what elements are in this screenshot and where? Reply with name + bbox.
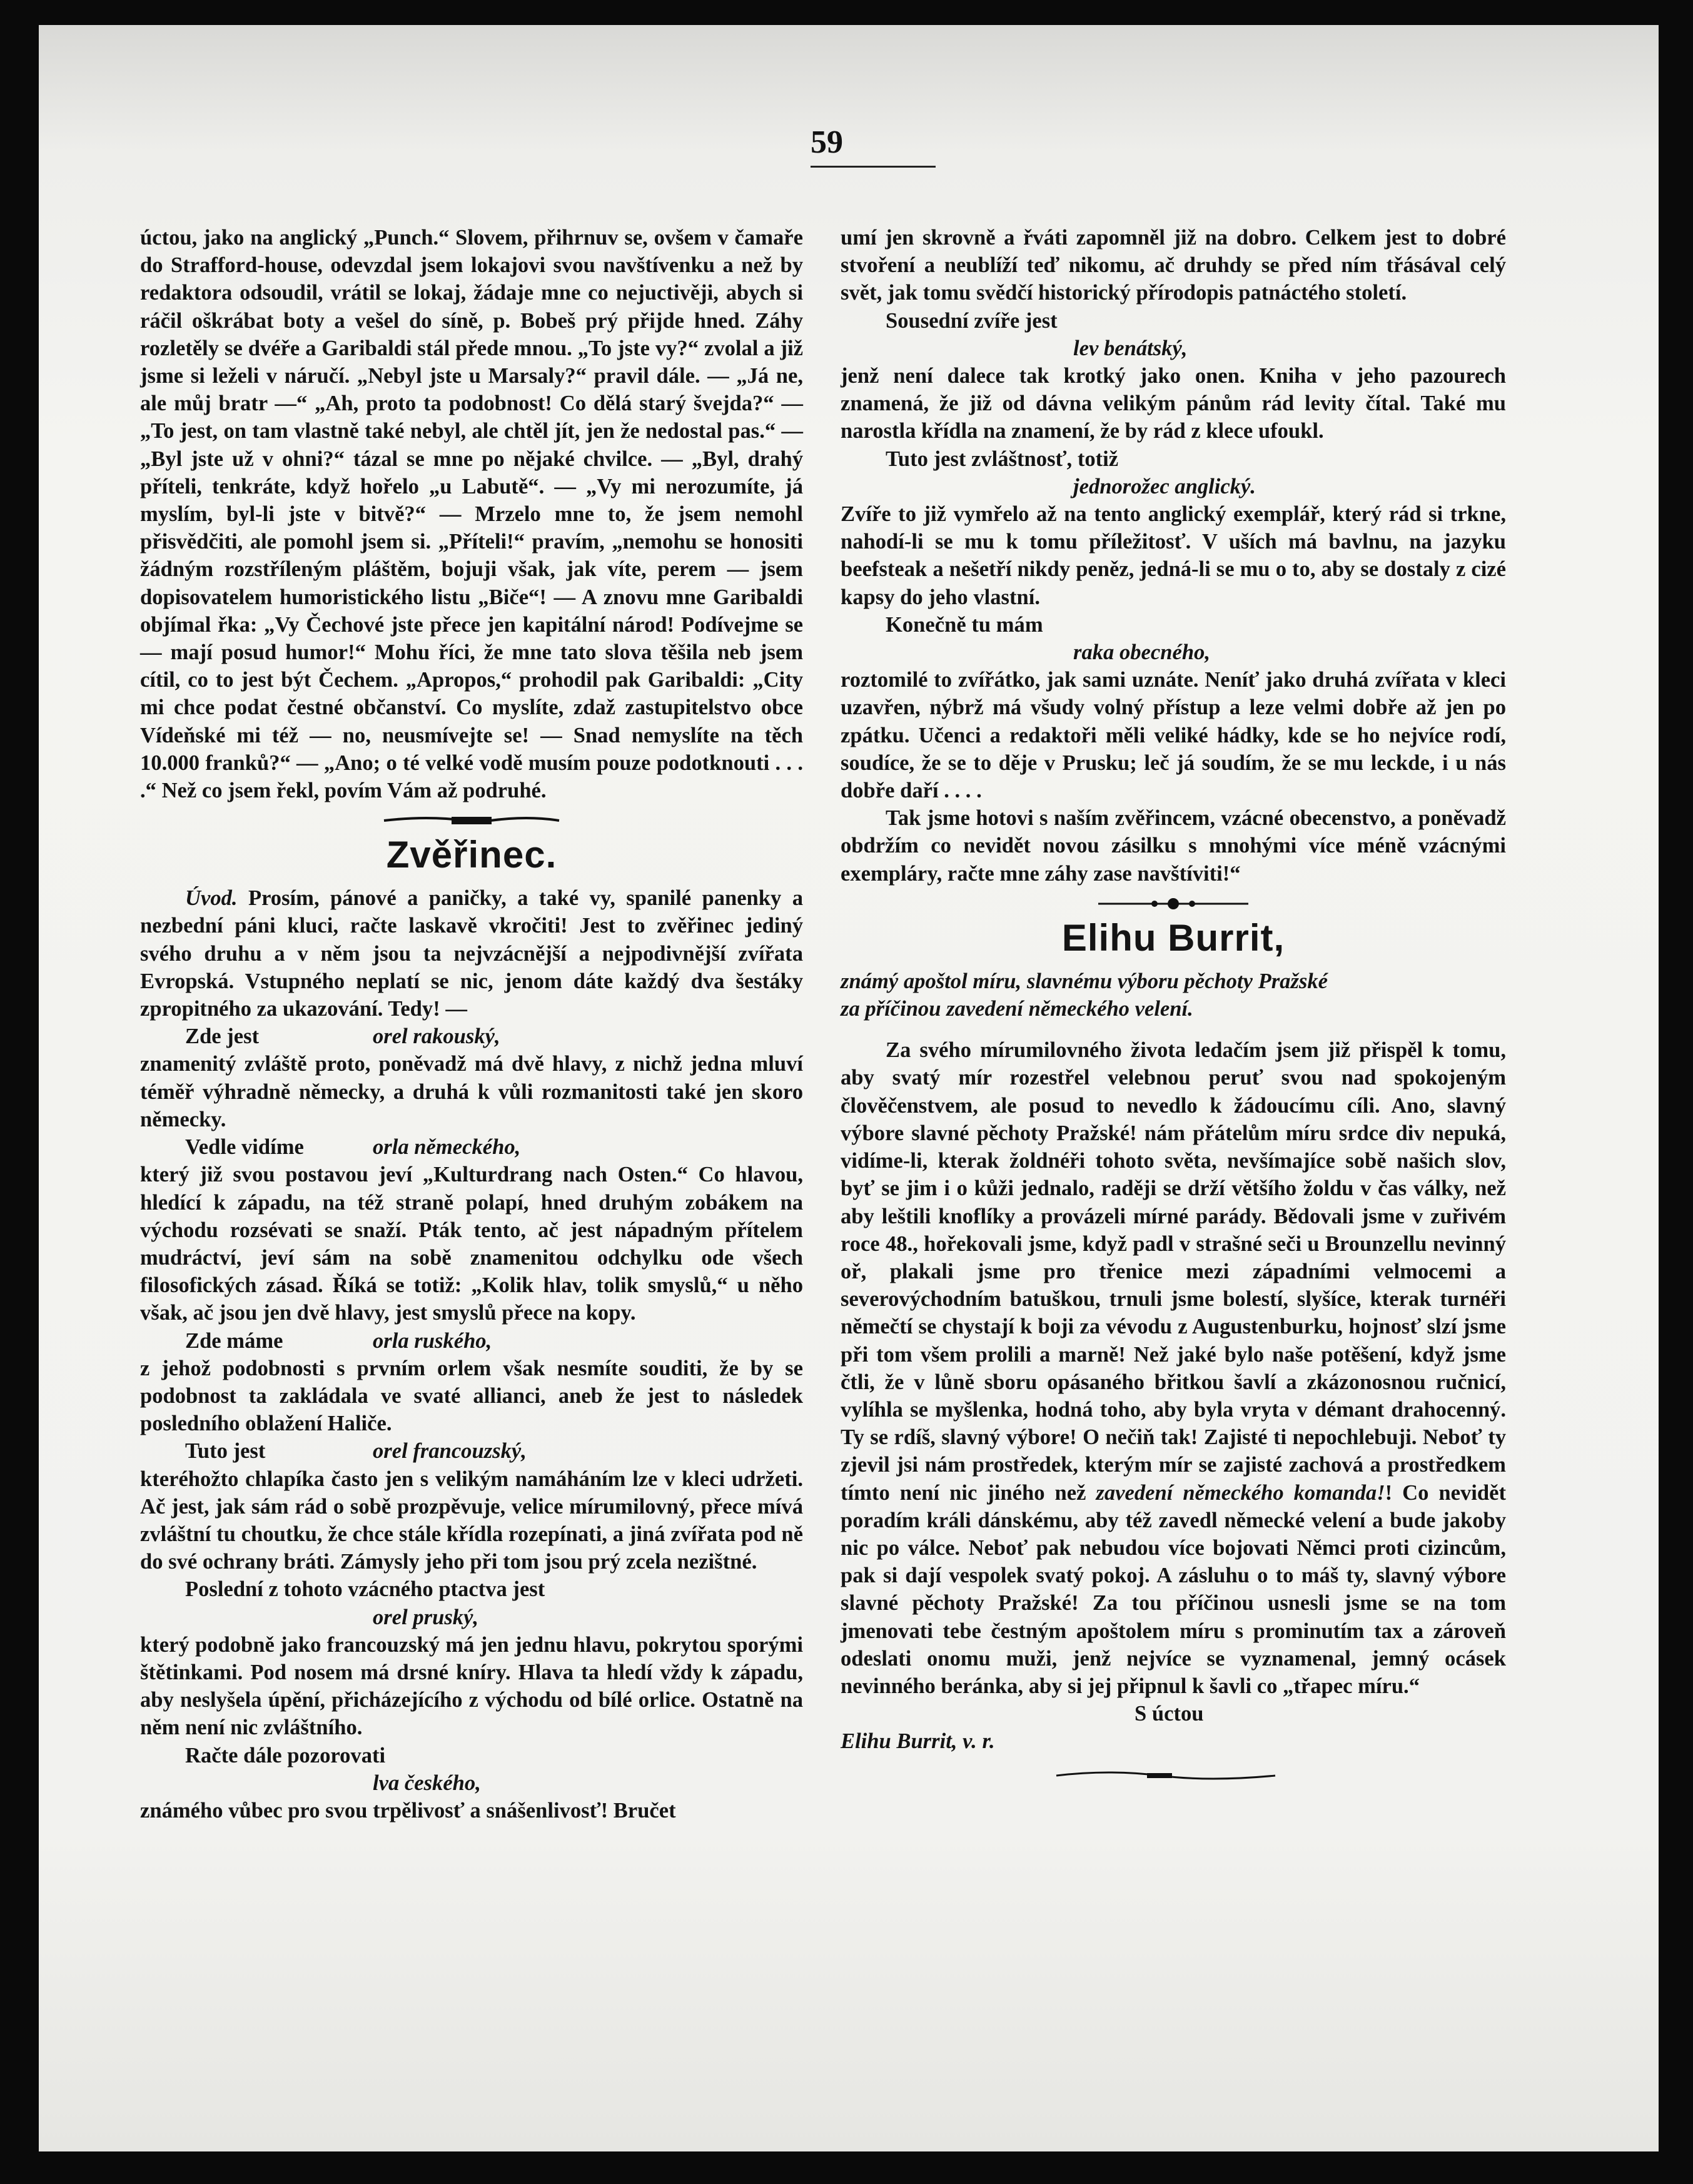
left-column — [140, 224, 803, 1824]
animal-lead: Zde jest — [185, 1024, 260, 1049]
animal-name: orel francouzský, — [373, 1439, 527, 1464]
uvod-text: Prosím, pánové a paničky, a také vy, spanilé panenky a nezbední páni kluci, račte laskavě vkročiti! Jest to zvěřinec jediný svého druhu a v něm jsou ta nejvzácnější a nejpodivnější zvířata Evropská. Vstupného neplatí se nic, jenom dáte každý dva šestáky zpropitného za ukazování. Tedy! — — [140, 886, 803, 1021]
animal-name: lev benátský, — [1073, 336, 1188, 360]
divider-ornament — [1092, 896, 1255, 911]
greeting: S úctou — [1135, 1702, 1204, 1726]
divider-ornament — [378, 813, 565, 828]
animal-heading-czech-lion — [140, 1769, 803, 1797]
letter-body — [841, 1036, 1506, 1700]
animal-name: orla ruského, — [373, 1328, 492, 1353]
animal-heading-venetian-lion-lead — [841, 307, 1506, 335]
animal-name: lva českého, — [373, 1771, 481, 1795]
animal-lead: Račte dále pozorovati — [185, 1743, 386, 1767]
animal-heading-prussian-eagle — [140, 1604, 803, 1631]
animal-lead: Tuto jest zvláštnosť, totiž — [886, 447, 1119, 471]
animal-text-venetian-lion: jenž není dalece tak krotký jako onen. Kniha v jeho pazourech znamená, že již od dávna velikým pánům rád levity čítal. Také mu narostla křídla na znamení, že by rád z klece ufoukl. — [841, 364, 1506, 443]
page-number: 59 — [811, 124, 936, 168]
animal-text-crab: roztomilé to zvířátko, jak sami uznáte. Neníť jako druhá zvířata v kleci uzavřen, nýbrž má všudy volný přístup a leze velmi dobře až jen po zpátku. Učenci a redaktoři měli veliké hádky, kde se ho nejvíce rodí, soudíce, že se to děje v Prusku; leč já soudím, že se mu leckde, i u nás dobře daří . . . . — [841, 668, 1506, 803]
animal-heading-venetian-lion — [841, 335, 1506, 362]
intro-paragraph: úctou, jako na anglický „Punch.“ Slovem, přihrnuv se, ovšem v čamaře do Strafford-house, odevzdal jsem lokajovi svou navštívenku a než by redaktora odsoudil, vrátil se lokaj, žádaje mne co nejuctivěji, abych si ráčil oškrábat boty a vešel do síně, p. Bobeš prý přijde hned. Záhy rozletěly se dvéře a Garibaldi stál přede mnou. „To jste vy?“ zvolal a již jsme si leželi v náručí. „Nebyl jste u Marsaly?“ pravil dále. — „Já ne, ale můj bratr —“ „Ah, proto ta podobnost! Co dělá starý švejda?“ — „To jest, on tam vlastně také nebyl, ale chtěl jít, jen že nedostal pas.“ — „Byl jste už v ohni?“ tázal se mne po nějaké chvilce. — „Byl, drahý příteli, tenkráte, když hořelo „u Labutě“. — „Vy mi nerozumíte, já myslím, byl-li jste v bitvě?“ — Mrzelo mne to, že jsem nemohl přisvědčiti, ale pomohl jsem si. „Příteli!“ pravím, „nemohu se honositi žádným rozstříleným pláštěm, bojuji však, jak víte, perem — jsem dopisovatelem humoristického listu „Biče“! — A znovu mne Garibaldi objímal řka: „Vy Čechové jste přece jen kapitální národ! Podívejme se — mají posud humor!“ Mohu říci, že mne tato slova těšila neb jsem cítil, co to jest být Čechem. „Apropos,“ prohodil pak Garibaldi: „City mi chce podat čestné občanství. Co myslíte, zdaž zastupitelstvo obce Vídeňské mi též — no, neusmívejte se! — Snad nemyslíte na těch 10.000 franků?“ — „Ano; o té velké vodě musím pouze podotknouti . . . .“ Než co jsem řekl, povím Vám až podruhé. — [140, 226, 803, 803]
letter-body-part-2: ! Co nevidět poradím králi dánskému, aby též zavedl německé velení a bude jakoby nic po válce. Neboť pak nebudou více bojovati Němci proti cizincům, pak si dají vespolek svatý pokoj. A zásluhu o to máš ty, slavný výbore slavné pěchoty Pražské! Za tou příčinou usnesli jsme se na tom jmenovati tebe čestným apoštolem míru s prominutím tax a zároveň odeslati onomu muži, jenž nejvíce se vyznamenal, jemný ocásek nevinného beránka, aby si jej připnul k šavli co „třapec míru.“ — [841, 1480, 1506, 1698]
animal-text-czech-lion: známého vůbec pro svou trpělivosť a snášenlivosť! Bručet — [140, 1798, 676, 1823]
lion-continued: umí jen skrovně a řváti zapomněl již na dobro. Celkem jest to dobré stvoření a neublíží teď nikomu, ač druhdy se před ním třásával celý svět, jak tomu svědčí historický přírodopis patnáctého století. — [841, 226, 1506, 305]
animal-lead: Sousední zvíře jest — [886, 308, 1058, 333]
animal-text-german-eagle: který již svou postavou jeví „Kulturdrang nach Osten.“ Co hlavou, hledící k západu, na též straně polapí, hned druhým zobákem na východu rozsévati se snaží. Pták tento, ač jest nápadným přítelem mudráctví, jeví sám na sobě znamenitou odchylku ode všech filosofických zásad. Říká se totiž: „Kolik hlav, tolik smyslů,“ u něho však, ač jsou jen dvě hlavy, jest smyslů přece na kopy. — [140, 1163, 803, 1325]
animal-heading-unicorn — [841, 473, 1506, 500]
newspaper-page — [39, 25, 1659, 2151]
animal-heading-prussian-eagle-lead — [140, 1575, 803, 1603]
uvod-paragraph — [140, 884, 803, 1023]
animal-lead: Poslední z tohoto vzácného ptactva jest — [185, 1577, 545, 1602]
subtitle-line-2: za příčinou zavedení německého velení. — [841, 997, 1193, 1021]
animal-text-austrian-eagle: znamenitý zvláště proto, poněvadž má dvě hlavy, z nichž jedna mluví téměř výhradně německy, a druhá k vůli rozmanitosti také jen skoro německy. — [140, 1052, 803, 1131]
animal-text-unicorn: Zvíře to již vymřelo až na tento anglický exemplář, který rád si trkne, nahodí-li se mu k tomu příležitosť. V uších má bavlnu, na jazyku beefsteak a nešetří nikdy peněz, jedná-li se mu o to, aby se dostaly z cizé kapsy do jeho vlastní. — [841, 502, 1506, 609]
animal-heading-austrian-eagle — [140, 1023, 803, 1050]
right-column — [841, 224, 1506, 1783]
animal-name: orla německého, — [373, 1135, 521, 1160]
animal-heading-crab — [841, 639, 1506, 666]
signature: Elihu Burrit, v. r. — [841, 1729, 995, 1754]
animal-text-prussian-eagle: který podobně jako francouzský má jen jednu hlavu, pokrytou sporými štětinkami. Pod nosem má drsné kníry. Hlava ta hledí vždy k západu, aby neslyšela úpění, přicházejícího z východu od bílé orlice. Ostatně na něm není nic zvláštního. — [140, 1632, 803, 1740]
animal-heading-german-eagle — [140, 1133, 803, 1161]
animal-name: orel pruský, — [373, 1605, 479, 1629]
animal-text-russian-eagle: z jehož podobnosti s prvním orlem však nesmíte souditi, že by se podobnost ta zakládala ve svaté allianci, aneb že jest to následek posledního oblažení Haliče. — [140, 1356, 803, 1436]
animal-name: orel rakouský, — [373, 1024, 500, 1049]
animal-name: raka obecného, — [1073, 640, 1210, 665]
animal-heading-crab-lead — [841, 611, 1506, 639]
animal-lead: Vedle vidíme — [185, 1135, 304, 1160]
letter-body-emphasis: zavedení německého komanda! — [1096, 1480, 1385, 1505]
letter-body-part-1: Za svého mírumilovného života ledačím jsem již přispěl k tomu, aby svatý mír rozestřel velebnou peruť svou nad spokojeným člověčenstvem, ale posud to nevedlo k žádoucímu cíli. Ano, slavný výbore slavné pěchoty Pražské! nám přátelům míru srdce div nepuká, vidíme-li, kterak žoldnéři tohoto světa, nevšímajíce sobě našich slov, byť se jim i o kůži jednalo, raději se drží většího žoldu v čas války, než aby leštili knoflíky a provázeli mírné parády. Bědovali jsme v zuřivém roce 48., hořekovali jsme, když padl v strašné seči u Brounzellu nevinný oř, plakali jsme pro třenice mezi západními velmocemi a severovýchodním batuškou, trnuli jsme bolestí, slyšíce, kterak turnéři němečtí se chystají k boji za vévodu z Augustenburku, hojnosť slzí jsme při tom všem prolili a marně! Než jaké bylo naše potěšení, když jsme čtli, že v lůně sboru opásaného břitkou šavlí a zkázonosnou ručnicí, vylíhla se myšlenka, hodná toho, aby byla vryta v démant drahocenný. Ty se rdíš, slavný výbore! O nečiň tak! Zajisté ti nepochlebuji. Neboť ty zjevil jsi nám prostředek, kterým mír se zajisté zachová a prostředkem tímto není nic jiného než — [841, 1038, 1506, 1505]
closing-paragraph: Tak jsme hotovi s naším zvěřincem, vzácné obecenstvo, a poněvadž obdržím co nevidět novou zásilku s mnohými více méně vzácnými exempláry, račte mne záhy zase navštíviti!“ — [841, 806, 1506, 886]
animal-name: jednorožec anglický. — [1073, 474, 1256, 498]
animal-lead: Konečně tu mám — [886, 612, 1043, 637]
animal-heading-russian-eagle — [140, 1327, 803, 1355]
section-title-elihu: Elihu Burrit, — [1061, 916, 1285, 959]
animal-lead: Tuto jest — [185, 1439, 266, 1464]
animal-heading-unicorn-lead — [841, 445, 1506, 473]
animal-heading-french-eagle — [140, 1437, 803, 1465]
subtitle-line-1: známý apoštol míru, slavnému výboru pěchoty Pražské — [841, 969, 1328, 993]
animal-lead: Zde máme — [185, 1328, 283, 1353]
section-title-zverinec: Zvěřinec. — [386, 834, 557, 876]
uvod-label: Úvod. — [185, 886, 238, 911]
animal-text-french-eagle: kteréhožto chlapíka často jen s velikým namáháním lze v kleci udržeti. Ač jest, jak sám rád o sobě prozpěvuje, velice mírumilovný, přece mívá zvláštní tu choutku, že chce stále křídla rozepínati, a jiná zvířata pod ně do své ochrany bráti. Zámysly jeho při tom jsou prý zcela nezištné. — [140, 1467, 803, 1574]
animal-heading-czech-lion-lead — [140, 1742, 803, 1769]
end-ornament — [1053, 1768, 1278, 1783]
